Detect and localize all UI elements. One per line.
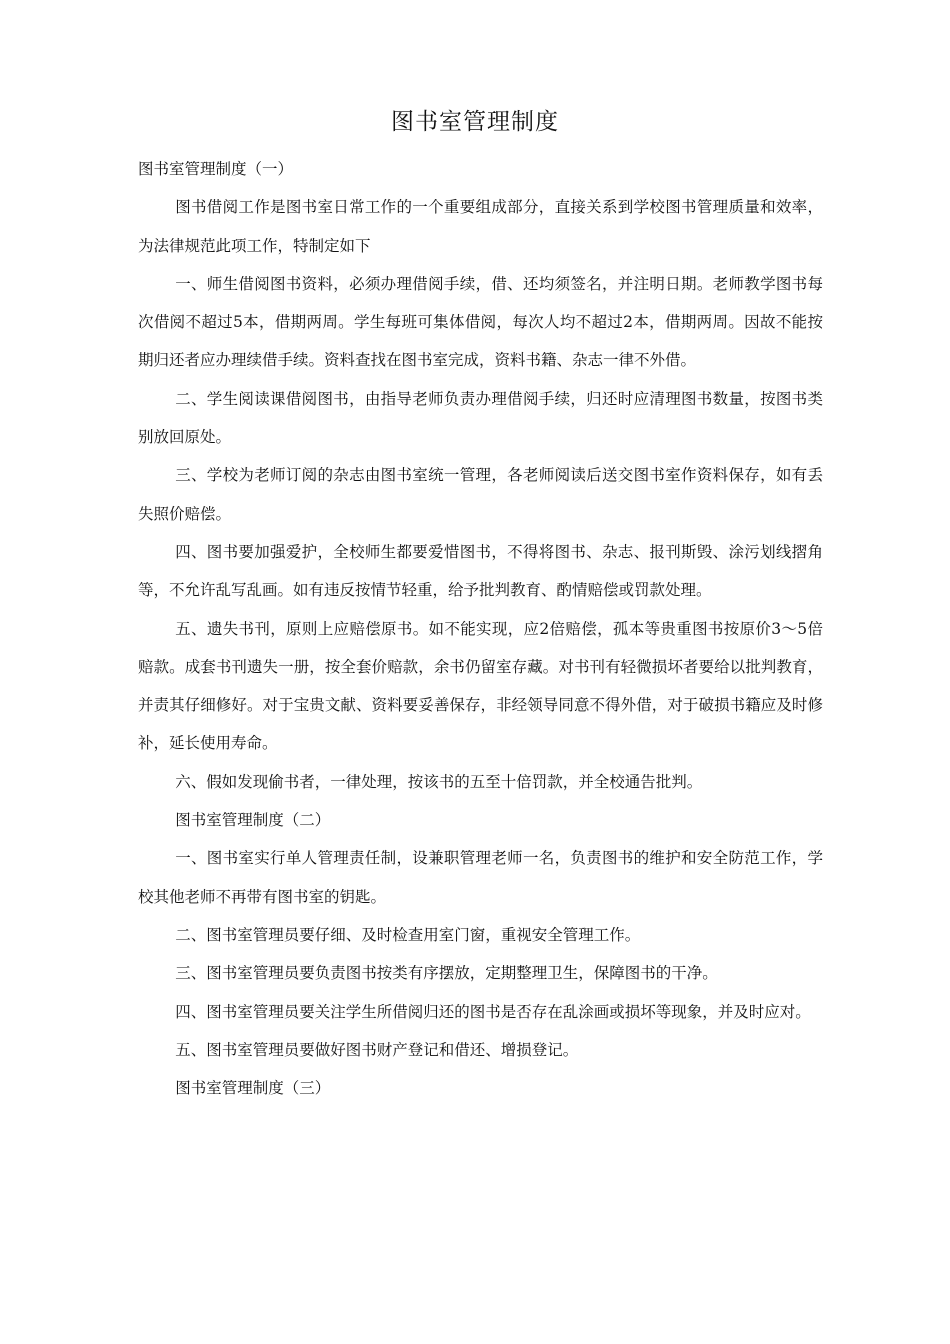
section-heading-1: 图书室管理制度（一） xyxy=(138,160,294,178)
section-heading-3: 图书室管理制度（三） xyxy=(175,1079,331,1098)
paragraph-rule-2: 二、学生阅读课借阅图书，由指导老师负责办理借阅手续，归还时应清理图书数量，按图书类别放回原处。 xyxy=(138,389,823,447)
paragraph-s2-rule-5: 五、图书室管理员要做好图书财产登记和借还、增损登记。 xyxy=(175,1040,579,1059)
paragraph-rule-5: 五、遗失书刊，原则上应赔偿原书。如不能实现，应2倍赔偿，孤本等贵重图书按原价3〜5倍赔款。成套书刊遗失一册，按全套价赔款，余书仍留室存藏。对书刊有轻微损坏者要给以批判教育，并责其仔细修好。对于宝贵文献、资料要妥善保存，非经领导同意不得外借，对于破损书籍应及时修补，延长使用寿命。 xyxy=(138,619,823,753)
paragraph-intro: 图书借阅工作是图书室日常工作的一个重要组成部分，直接关系到学校图书管理质量和效率，为法律规范此项工作，特制定如下 xyxy=(138,198,823,255)
section-heading-2: 图书室管理制度（二） xyxy=(175,811,331,830)
paragraph-rule-4: 四、图书要加强爱护，全校师生都要爱惜图书，不得将图书、杂志、报刊斯毁、涂污划线摺角等，不允许乱写乱画。如有违反按情节轻重，给予批判教育、酌情赔偿或罚款处理。 xyxy=(138,542,823,600)
paragraph-s2-rule-3: 三、图书室管理员要负责图书按类有序摆放，定期整理卫生，保障图书的干净。 xyxy=(175,964,718,983)
document-body xyxy=(138,150,823,1107)
paragraph-rule-6: 六、假如发现偷书者，一律处理，按该书的五至十倍罚款，并全校通告批判。 xyxy=(175,772,703,791)
paragraph-rule-3: 三、学校为老师订阅的杂志由图书室统一管理，各老师阅读后送交图书室作资料保存，如有丢失照价赔偿。 xyxy=(138,466,823,523)
document-title: 图书室管理制度 xyxy=(391,109,559,135)
paragraph-rule-1: 一、师生借阅图书资料，必须办理借阅手续，借、还均须签名，并注明日期。老师教学图书每次借阅不超过5本，借期两周。学生每班可集体借阅，每次人均不超过2本，借期两周。因故不能按期归还者应办理续借手续。资料查找在图书室完成，资料书籍、杂志一律不外借。 xyxy=(138,274,823,370)
paragraph-s2-rule-2: 二、图书室管理员要仔细、及时检查用室门窗，重视安全管理工作。 xyxy=(175,925,641,944)
paragraph-s2-rule-1: 一、图书室实行单人管理责任制，设兼职管理老师一名，负责图书的维护和安全防范工作，学校其他老师不再带有图书室的钥匙。 xyxy=(138,849,823,906)
paragraph-s2-rule-4: 四、图书室管理员要关注学生所借阅归还的图书是否存在乱涂画或损坏等现象，并及时应对。 xyxy=(175,1002,811,1021)
